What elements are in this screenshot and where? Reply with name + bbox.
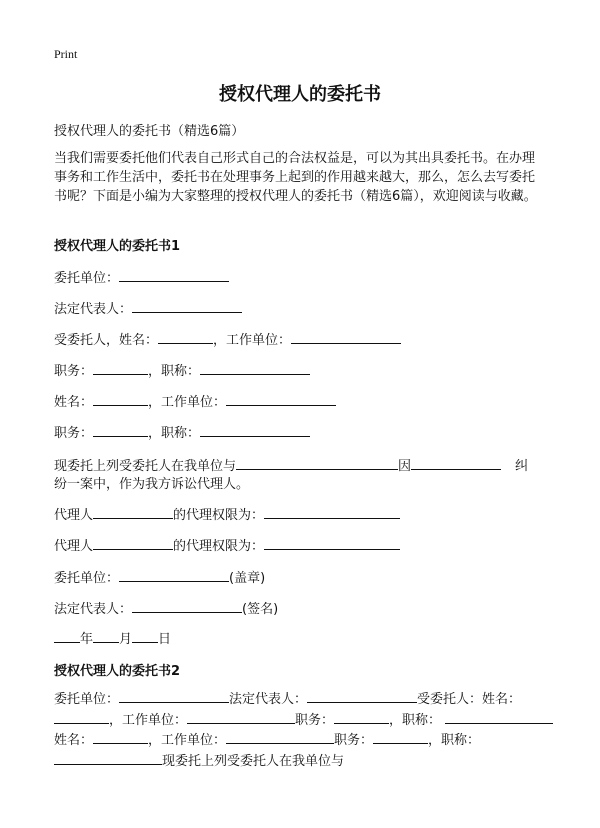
label: ，工作单位： [213,333,292,348]
blank[interactable] [200,423,310,437]
label: 受委托人：姓名： [417,692,522,707]
field-row-unit [54,267,229,286]
label: 受委托人，姓名： [54,333,159,348]
label: ，工作单位： [148,733,227,748]
section2-body [54,689,554,771]
label: 的代理权限为： [173,539,265,554]
subtitle: 授权代理人的委托书（精选6篇） [54,124,245,139]
label: 月 [119,632,133,647]
blank[interactable] [93,505,173,519]
date-row [54,628,171,647]
field-row-name [54,391,336,410]
blank[interactable] [119,268,229,282]
blank[interactable] [54,751,162,765]
label: 现委托上列受委托人在我单位与 [54,459,237,474]
blank[interactable] [54,629,80,643]
blank[interactable] [264,505,400,519]
agent-row-2 [54,535,400,554]
document-title: 授权代理人的委托书 [219,84,381,105]
blank[interactable] [54,710,109,724]
label: (签名) [242,602,279,617]
label: 职务： [54,364,94,379]
label: 委托单位： [54,571,120,586]
blank[interactable] [93,730,148,744]
field-row-duty-2 [54,422,310,441]
label: 姓名： [54,733,94,748]
field-row-rep [54,298,242,317]
blank[interactable] [307,689,417,703]
label: 的代理权限为： [173,508,265,523]
seal-row [54,567,265,586]
label: 因 [398,459,412,474]
label: 职务： [54,426,94,441]
section-heading-2: 授权代理人的委托书2 [54,664,181,679]
label: 现委托上列受委托人在我单位与 [162,753,345,769]
blank[interactable] [132,629,158,643]
blank[interactable] [93,536,173,550]
blank[interactable] [236,456,398,470]
print-link[interactable]: Print [54,47,78,61]
blank[interactable] [187,710,295,724]
label: 代理人 [54,539,94,554]
blank[interactable] [445,710,553,724]
label: ，职称： [148,364,201,379]
blank[interactable] [226,730,334,744]
entrust-line-2: 纷一案中，作为我方诉讼代理人。 [54,477,250,492]
field-row-trustee [54,329,401,348]
field-row-duty [54,360,310,379]
sign-row [54,598,278,617]
blank[interactable] [93,629,119,643]
entrust-line [54,455,528,474]
blank[interactable] [334,710,389,724]
blank[interactable] [93,361,148,375]
label: 委托单位： [54,271,120,286]
label: ，工作单位： [148,395,227,410]
label: 法定代表人： [54,602,133,617]
blank[interactable] [119,689,229,703]
label: 姓名： [54,395,94,410]
blank[interactable] [119,568,229,582]
blank[interactable] [291,330,401,344]
label: ，职称： [428,733,481,748]
label: ，职称： [148,426,201,441]
label: 委托单位： [54,692,120,707]
blank[interactable] [93,423,148,437]
blank[interactable] [264,536,400,550]
label: ，职称： [389,712,442,728]
intro-paragraph: 当我们需要委托他们代表自己形式自己的合法权益是，可以为其出具委托书。在办理事务和工作生活中，委托书在处理事务上起到的作用越来越大，那么，怎么去写委托书呢？下面是小编为大家整理的授权代理人的委托书（精选6篇），欢迎阅读与收藏。 [54,151,537,204]
label: 日 [158,632,172,647]
section-heading-1: 授权代理人的委托书1 [54,239,181,254]
label: 纠 [515,459,529,474]
blank[interactable] [132,599,242,613]
agent-row-1 [54,504,400,523]
label: (盖章) [229,571,266,586]
label: ，工作单位： [109,712,188,728]
label: 职务： [295,712,335,728]
label: 法定代表人： [54,302,133,317]
blank[interactable] [373,730,428,744]
label: 年 [80,632,94,647]
label: 法定代表人： [229,692,308,707]
label: 职务： [334,733,374,748]
blank[interactable] [93,392,148,406]
blank[interactable] [158,330,213,344]
blank[interactable] [226,392,336,406]
blank[interactable] [132,299,242,313]
blank[interactable] [200,361,310,375]
blank[interactable] [411,456,501,470]
label: 代理人 [54,508,94,523]
